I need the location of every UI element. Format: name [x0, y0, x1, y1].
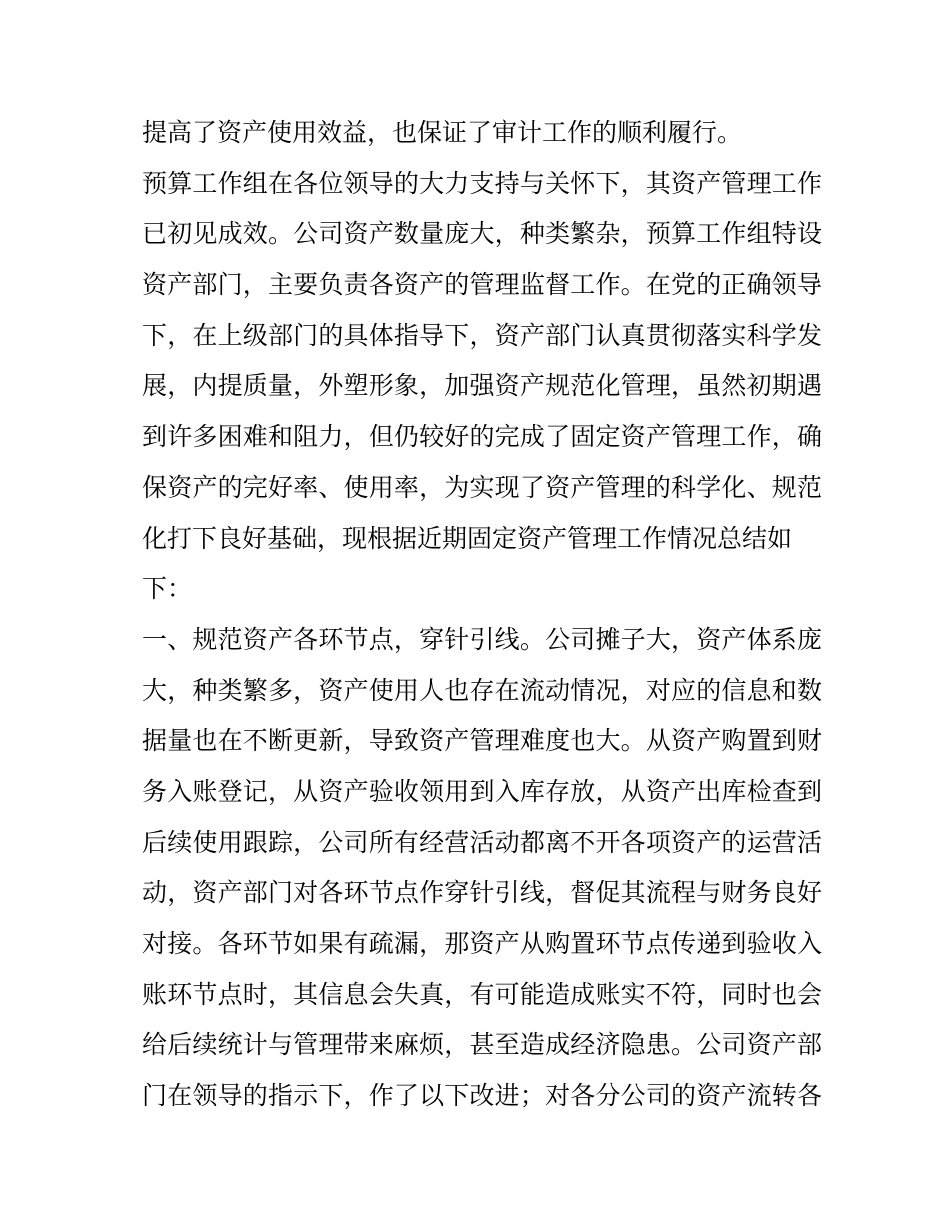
text-line: 展，内提质量，外塑形象，加强资产规范化管理，虽然初期遇 — [142, 371, 822, 401]
text-line: 提高了资产使用效益，也保证了审计工作的顺利履行。 — [142, 118, 743, 147]
text-line: 到许多困难和阻力，但仍较好的完成了固定资产管理工作，确 — [142, 422, 822, 452]
text-line: 保资产的完好率、使用率，为实现了资产管理的科学化、规范 — [142, 472, 822, 502]
text-line: 给后续统计与管理带来麻烦，甚至造成经济隐患。公司资产部 — [142, 1030, 822, 1060]
text-line: 预算工作组在各位领导的大力支持与关怀下，其资产管理工作 — [142, 168, 822, 198]
text-line: 化打下良好基础，现根据近期固定资产管理工作情况总结如 — [142, 523, 793, 553]
text-line: 据量也在不断更新，导致资产管理难度也大。从资产购置到财 — [142, 726, 822, 756]
text-line: 大，种类繁多，资产使用人也存在流动情况，对应的信息和数 — [142, 675, 822, 705]
text-line: 门在领导的指示下，作了以下改进；对各分公司的资产流转各 — [142, 1081, 822, 1111]
body-text — [142, 108, 822, 1122]
text-line: 已初见成效。公司资产数量庞大，种类繁杂，预算工作组特设 — [142, 219, 822, 249]
text-line: 对接。各环节如果有疏漏，那资产从购置环节点传递到验收入 — [142, 929, 822, 958]
text-line: 动，资产部门对各环节点作穿针引线，督促其流程与财务良好 — [142, 878, 822, 908]
text-line: 资产部门，主要负责各资产的管理监督工作。在党的正确领导 — [142, 270, 822, 300]
text-line: 后续使用跟踪，公司所有经营活动都离不开各项资产的运营活 — [142, 827, 822, 857]
text-line: 务入账登记，从资产验收领用到入库存放，从资产出库检查到 — [142, 776, 822, 806]
text-line: 一、规范资产各环节点，穿针引线。公司摊子大，资产体系庞 — [142, 624, 822, 654]
text-line: 账环节点时，其信息会失真，有可能造成账实不符，同时也会 — [142, 979, 822, 1009]
text-line: 下，在上级部门的具体指导下，资产部门认真贯彻落实科学发 — [142, 320, 822, 350]
text-line: 下： — [142, 574, 193, 604]
